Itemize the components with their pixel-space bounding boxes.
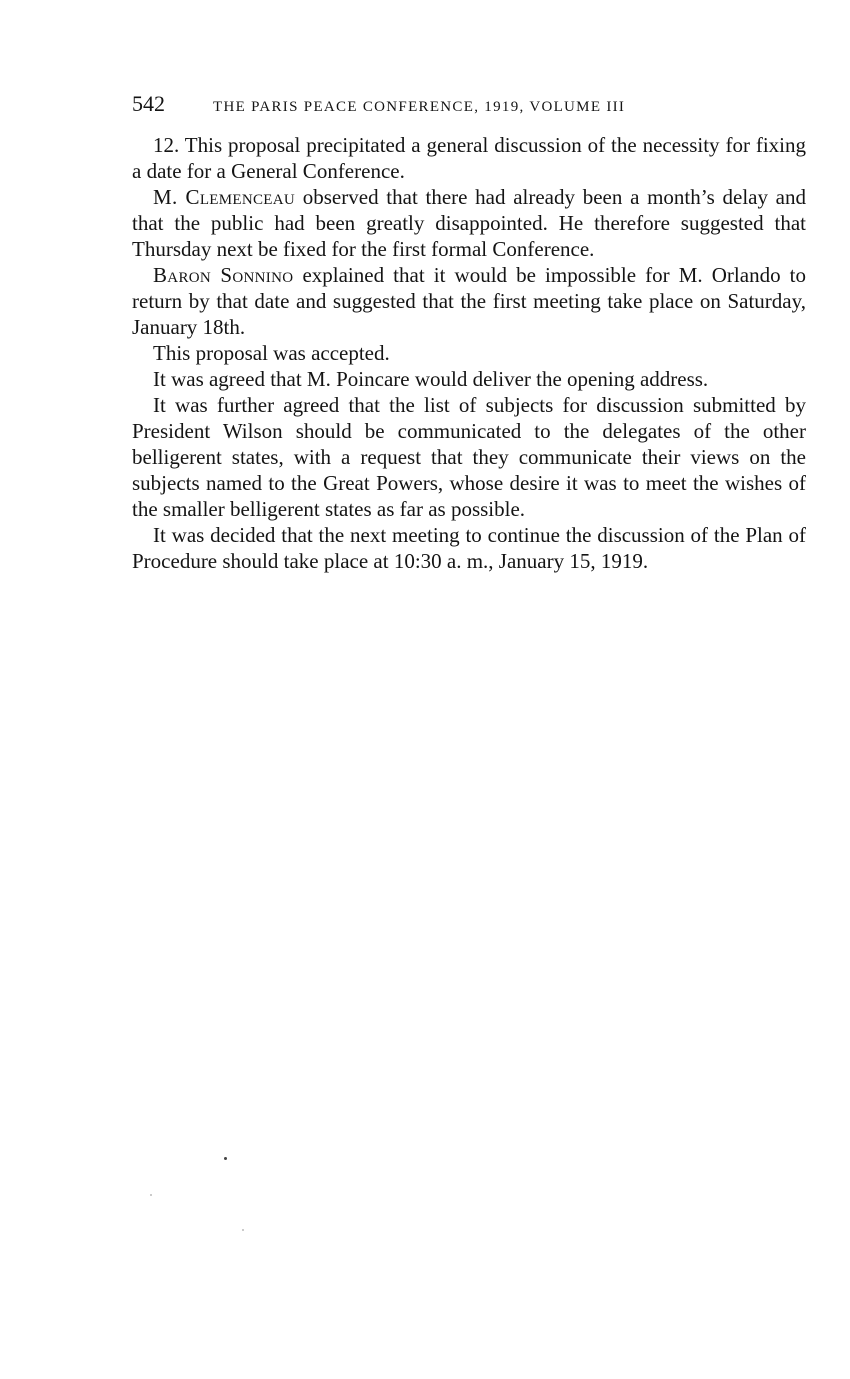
speaker-name: M. Clemenceau: [153, 185, 296, 209]
paragraph-text: It was further agreed that the list of subjects for discussion submitted by President Wilson should be communicated to the delegates of the other belligerent states, with a request that they communicate their views on the subjects named to the Great Powers, whose desire it was to meet the wishes of the smaller belligerent states as far as possible.: [132, 393, 806, 521]
scan-speck: [242, 1229, 244, 1231]
paragraph-text: It was decided that the next meeting to continue the discussion of the Plan of Procedure should take place at 10:30 a. m., January 15, 1919.: [132, 523, 806, 573]
paragraph-text: This proposal was accepted.: [153, 341, 390, 365]
paragraph-text: observed that there had already been a month’s delay and that the public had been greatly disappointed. He therefore suggested that Thursday next be fixed for the first formal Conference.: [132, 185, 807, 261]
paragraph-sonnino: [132, 262, 806, 340]
body-text: [132, 132, 806, 574]
paragraph-opening-address: [132, 366, 806, 392]
scan-speck: [150, 1194, 152, 1196]
paragraph-accepted: [132, 340, 806, 366]
paragraph-text: It was agreed that M. Poincare would deliver the opening address.: [153, 367, 709, 391]
paragraph-clemenceau: [132, 184, 806, 262]
paragraph-text: 12. This proposal precipitated a general discussion of the necessity for fixing a date for a General Conference.: [132, 133, 806, 183]
scan-speck: [224, 1157, 227, 1160]
running-title: THE PARIS PEACE CONFERENCE, 1919, VOLUME III: [213, 99, 626, 115]
page-number: 542: [132, 91, 165, 116]
paragraph-next-meeting: [132, 522, 806, 574]
paragraph-text: explained that it would be impossible for M. Orlando to return by that date and suggested that the first meeting take place on Saturday, January 18th.: [132, 263, 807, 339]
running-head: [132, 88, 806, 120]
paragraph-proposal-discussion: [132, 132, 806, 184]
speaker-name: Baron Sonnino: [153, 263, 294, 287]
document-page: [132, 88, 806, 574]
paragraph-subjects-list: [132, 392, 806, 522]
